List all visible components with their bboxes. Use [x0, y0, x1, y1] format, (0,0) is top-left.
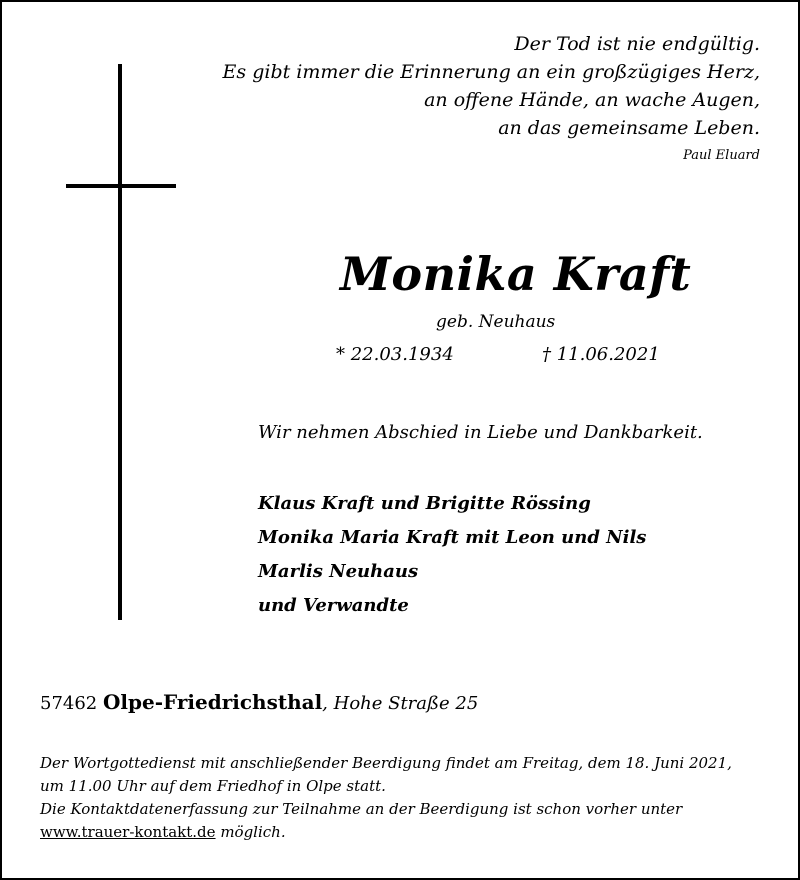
service-line: Der Wortgottedienst mit anschließender Beerdigung findet am Freitag, dem 18. Juni 2021, — [40, 754, 732, 772]
birth-date: * 22.03.1934 — [336, 344, 454, 365]
quote-line: Der Tod ist nie endgültig. — [514, 33, 760, 55]
death-date: † 11.06.2021 — [542, 344, 660, 365]
contact-link[interactable]: www.trauer-kontakt.de — [40, 823, 216, 841]
mourner: und Verwandte — [258, 595, 409, 616]
quote-line: an offene Hände, an wache Augen, — [424, 89, 760, 111]
quote-line: Es gibt immer die Erinnerung an ein großzügiges Herz, — [222, 61, 760, 83]
mourner: Marlis Neuhaus — [258, 561, 419, 582]
quote — [223, 30, 760, 142]
mourner: Klaus Kraft und Brigitte Rössing — [258, 493, 591, 514]
farewell-text: Wir nehmen Abschied in Liebe und Dankbarkeit. — [258, 422, 703, 443]
address-city: Olpe-Friedrichsthal — [103, 690, 323, 714]
service-line — [40, 821, 758, 844]
address — [40, 690, 478, 714]
mourners-list — [258, 490, 646, 626]
mourner: Monika Maria Kraft mit Leon und Nils — [258, 527, 647, 548]
address-street: , Hohe Straße 25 — [322, 693, 479, 714]
maiden-name: geb. Neuhaus — [436, 312, 556, 332]
service-line: um 11.00 Uhr auf dem Friedhof in Olpe statt. — [40, 777, 386, 795]
cross-icon-bar — [66, 184, 176, 188]
service-suffix: möglich. — [215, 823, 286, 841]
quote-author: Paul Eluard — [683, 148, 760, 163]
service-line: Die Kontaktdatenerfassung zur Teilnahme an der Beerdigung ist schon vorher unter — [40, 800, 683, 818]
service-info — [40, 752, 758, 844]
quote-line: an das gemeinsame Leben. — [498, 117, 760, 139]
cross-icon — [118, 64, 122, 620]
deceased-name: Monika Kraft — [340, 247, 692, 301]
address-zip: 57462 — [40, 693, 98, 714]
